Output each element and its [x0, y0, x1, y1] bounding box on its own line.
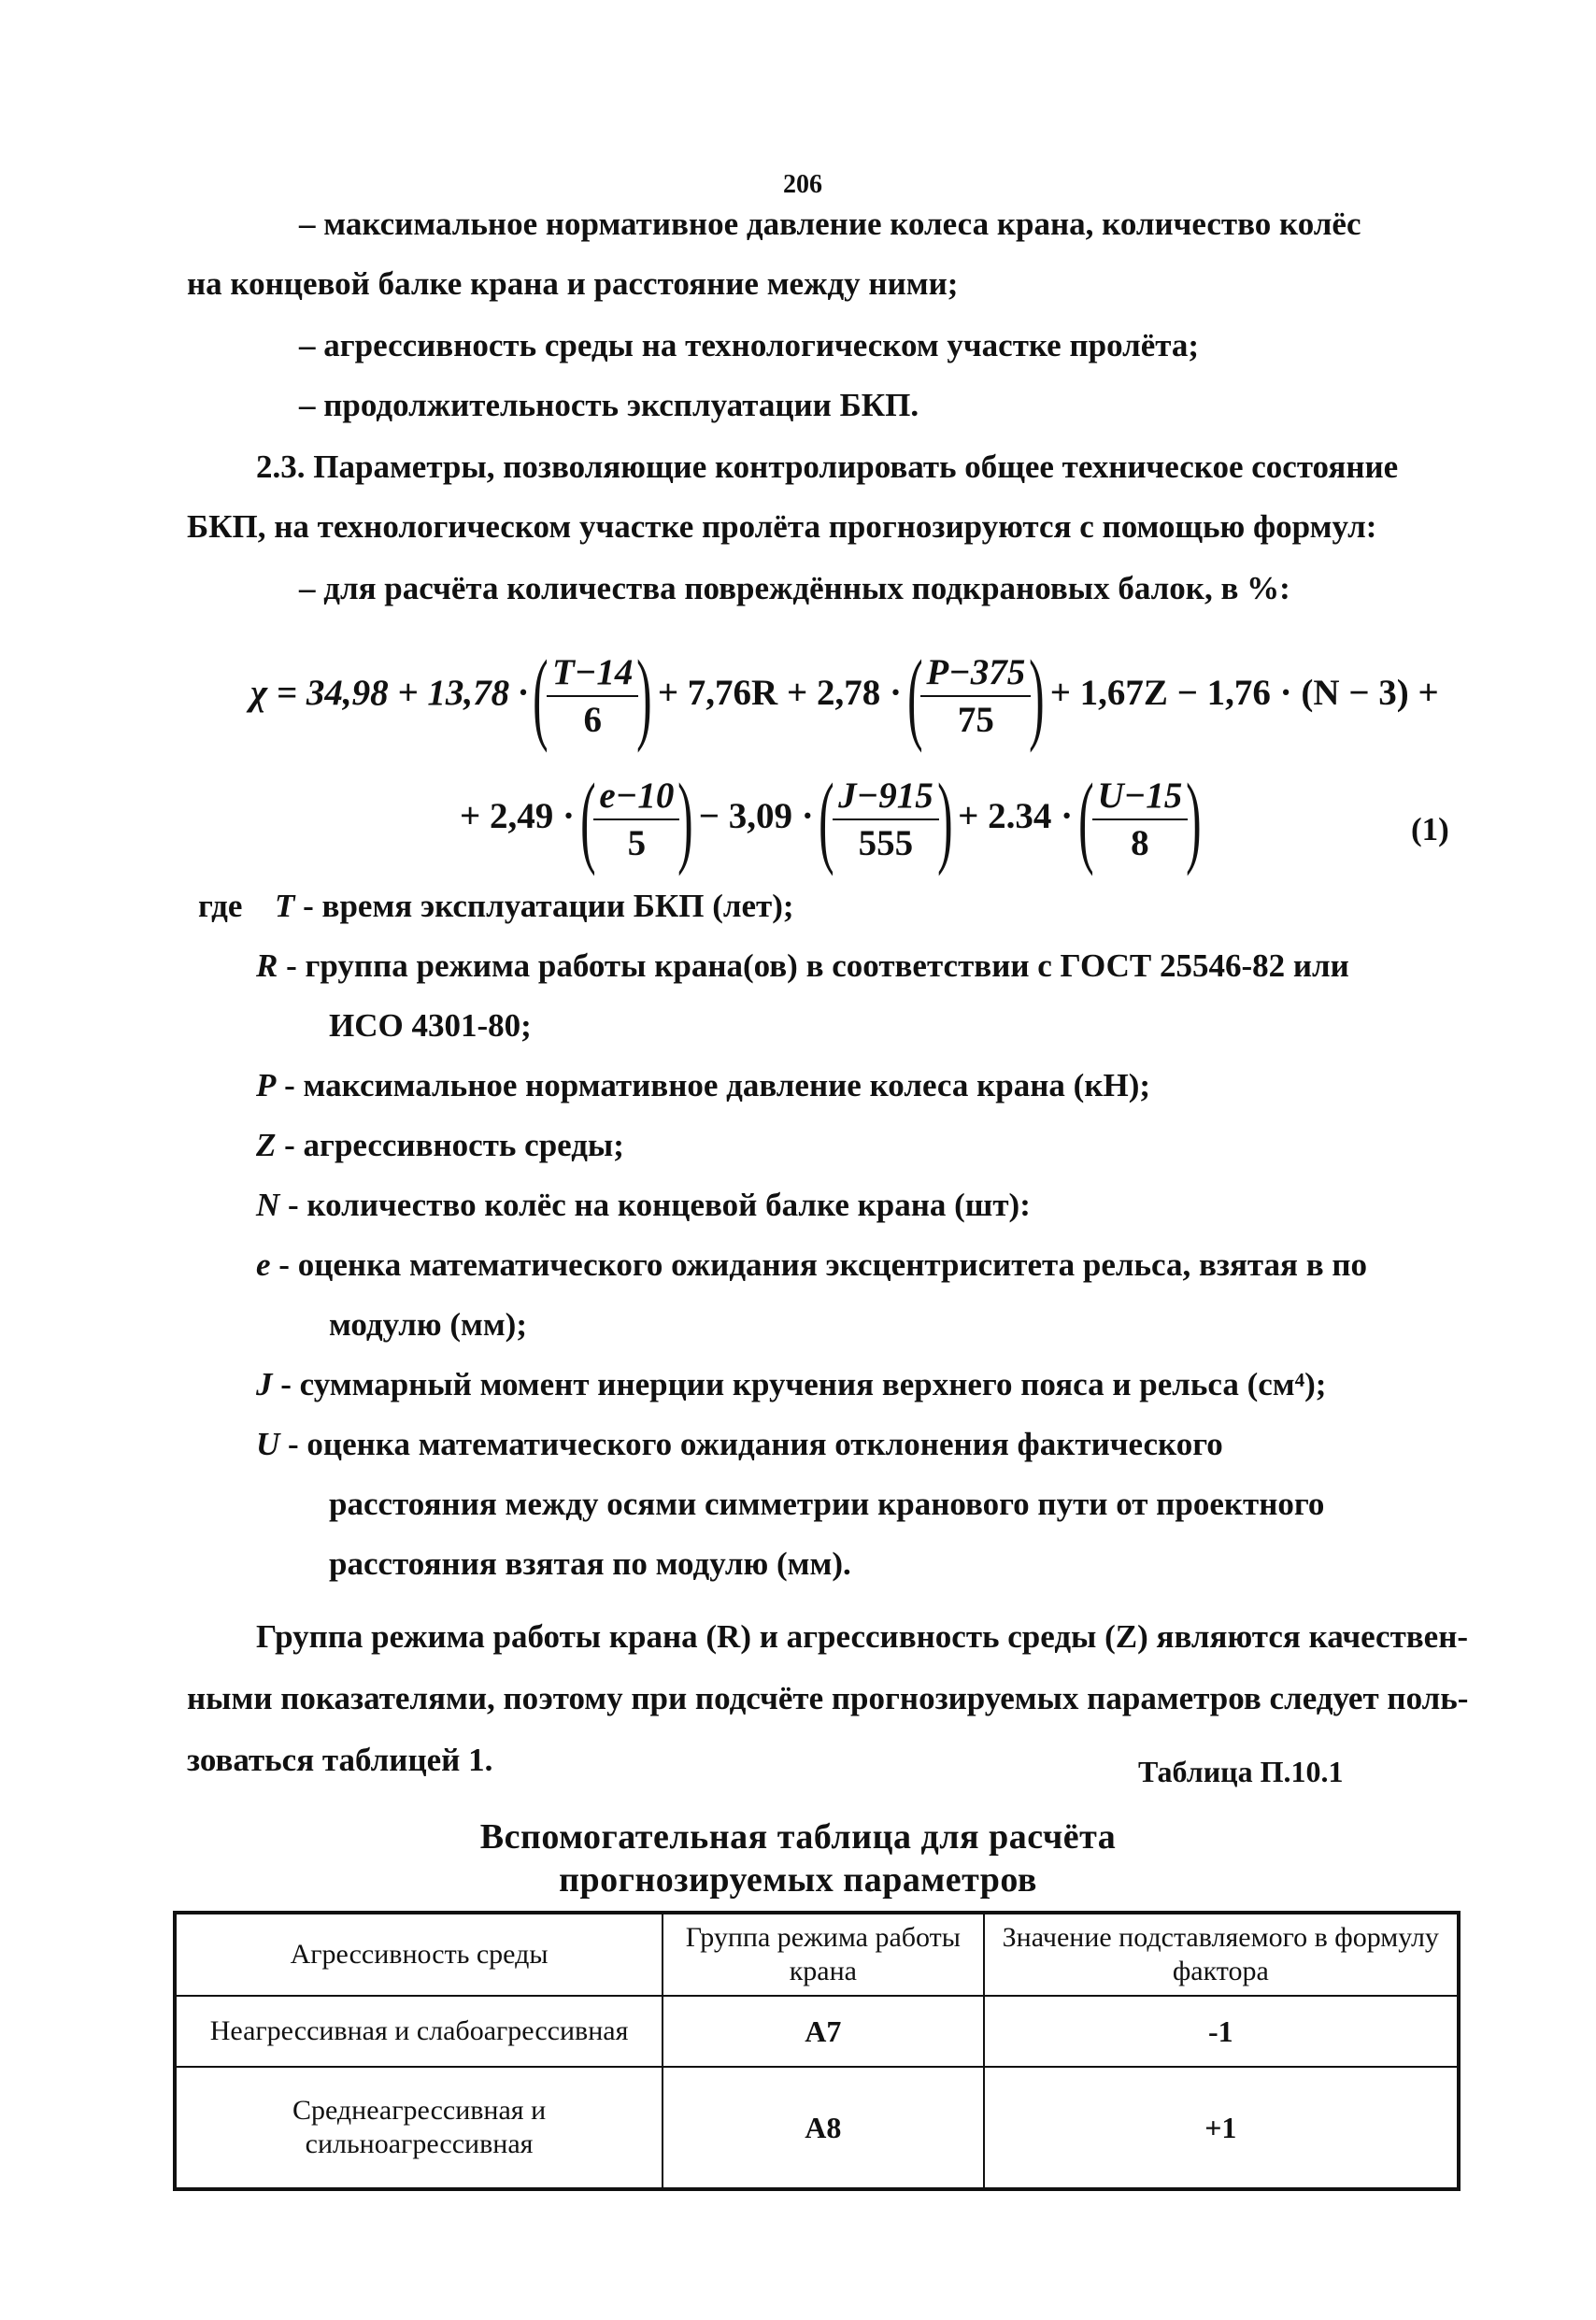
fraction: $\frac{e-10}{5}$ — [593, 775, 679, 864]
intro-line: – продолжительность эксплуатации БКП. — [299, 387, 919, 423]
definition-line: R - группа режима работы крана(ов) в соответствии с ГОСТ 25546-82 или — [256, 947, 1349, 984]
fraction: $\frac{T-14}{6}$ — [547, 651, 638, 741]
formula-text: + 2,49 · — [460, 795, 575, 836]
section-line: 2.3. Параметры, позволяющие контролировать общее техническое состояние — [256, 448, 1399, 485]
section-line: БКП, на технологическом участке пролёта прогнозируются с помощью формул: — [187, 508, 1377, 545]
definition-line: e - оценка математического ожидания эксцентриситета рельса, взятая в по — [256, 1246, 1368, 1283]
table-row — [175, 1996, 1459, 2067]
definition-line: U - оценка математического ожидания отклонения фактического — [256, 1426, 1223, 1462]
formula-text: − 3,09 · — [698, 795, 814, 836]
definition-line: T - время эксплуатации БКП (лет); — [275, 888, 794, 924]
table-header-cell: Агрессивность среды — [175, 1913, 663, 1996]
intro-line: – агрессивность среды на технологическом участке пролёта; — [299, 327, 1200, 363]
paragraph-line: зоваться таблицей 1. — [187, 1742, 493, 1778]
table-cell: Среднеагрессивная и сильноагрессивная — [175, 2067, 663, 2189]
table-header-cell: Группа режима работы крана — [663, 1913, 984, 1996]
formula-line-2: + 2,49 · ( $\frac{e-10}{5}$ ) − 3,09 · ( $\frac{J-915}{555}$ ) + 2.34 · ( $\frac{U-15}{8}$ ) — [460, 762, 1202, 876]
fraction: $\frac{U-15}{8}$ — [1092, 775, 1189, 864]
formula-text: + 2.34 · — [958, 795, 1074, 836]
paragraph-line: ными показателями, поэтому при подсчёте прогнозируемых параметров следует поль- — [187, 1680, 1469, 1716]
aux-table — [173, 1911, 1461, 2191]
table-row — [175, 2067, 1459, 2189]
equation-number: (1) — [1411, 811, 1449, 847]
formula-text: χ = 34,98 + 13,78 · — [250, 672, 528, 713]
intro-line: на концевой балке крана и расстояние между ними; — [187, 265, 959, 302]
definition-line: P - максимальное нормативное давление колеса крана (кН); — [256, 1067, 1151, 1103]
formula-line-1: χ = 34,98 + 13,78 · ( $\frac{T-14}{6}$ ) + 7,76R + 2,78 · ( $\frac{P-375}{75}$ ) + 1,67Z − 1,76 · (N − 3) + — [250, 639, 1439, 753]
formula-text: + 1,67Z − 1,76 · (N − 3) + — [1049, 672, 1439, 713]
table-header-row — [175, 1913, 1459, 1996]
fraction: $\frac{P-375}{75}$ — [920, 651, 1031, 741]
table-title: прогнозируемых параметров — [559, 1860, 1037, 1900]
definition-line: расстояния взятая по модулю (мм). — [329, 1545, 851, 1582]
page-number: 206 — [783, 170, 822, 199]
table-cell: Неагрессивная и слабоагрессивная — [175, 1996, 663, 2067]
table-cell: А7 — [663, 1996, 984, 2067]
table-header-cell: Значение подставляемого в формулу фактора — [984, 1913, 1459, 1996]
formula-text: + 7,76R + 2,78 · — [657, 672, 902, 713]
table-cell: -1 — [984, 1996, 1459, 2067]
table-label: Таблица П.10.1 — [1138, 1755, 1344, 1788]
intro-line: – максимальное нормативное давление колеса крана, количество колёс — [299, 206, 1361, 242]
definition-line: J - суммарный момент инерции кручения верхнего пояса и рельса (см⁴); — [256, 1366, 1327, 1402]
definition-line: N - количество колёс на концевой балке крана (шт): — [256, 1187, 1031, 1223]
formula-intro: – для расчёта количества повреждённых подкрановых балок, в %: — [299, 570, 1290, 606]
definition-line: расстояния между осями симметрии кранового пути от проектного — [329, 1486, 1325, 1522]
table-cell: +1 — [984, 2067, 1459, 2189]
fraction: $\frac{J-915}{555}$ — [833, 775, 939, 864]
where-label: где — [198, 888, 243, 924]
definition-line: Z - агрессивность среды; — [256, 1127, 624, 1163]
paragraph-line: Группа режима работы крана (R) и агрессивность среды (Z) являются качествен- — [256, 1618, 1469, 1655]
table-cell: А8 — [663, 2067, 984, 2189]
definition-line: модулю (мм); — [329, 1306, 527, 1343]
definition-line: ИСО 4301-80; — [329, 1007, 532, 1044]
table-title: Вспомогательная таблица для расчёта — [479, 1817, 1117, 1857]
